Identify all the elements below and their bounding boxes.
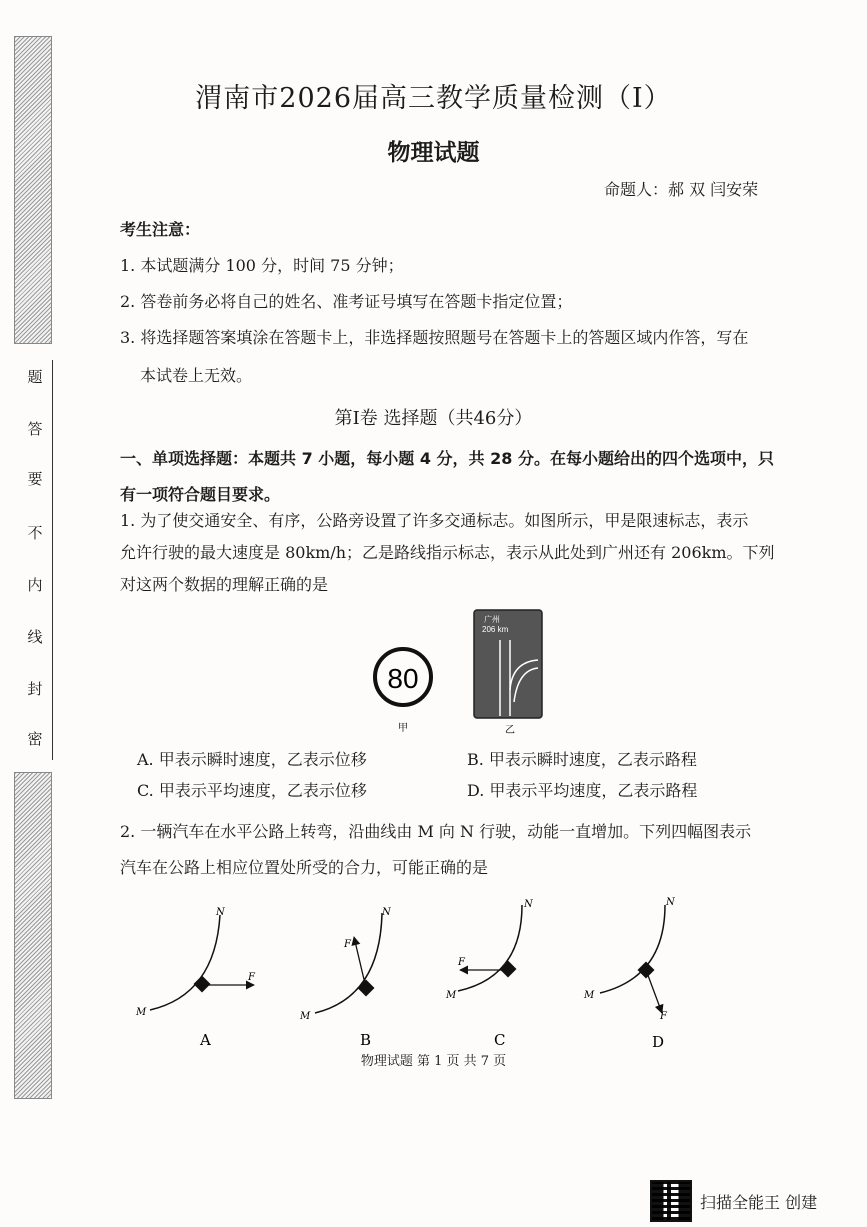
label-m: M [446,990,457,1001]
binding-char: 答 [27,420,43,438]
diagram-label: A [200,1031,211,1049]
q1-option-b[interactable]: B. 甲表示瞬时速度，乙表示路程 [467,750,697,769]
label-m: M [300,1011,311,1022]
q2-stem: 2. 一辆汽车在水平公路上转弯，沿曲线由 M 向 N 行驶，动能一直增加。下列四幅图表示 [120,822,752,841]
label-f: F [660,1011,667,1022]
speed-sign-label: 甲 [398,723,408,734]
authors: 命题人：郝 双 闫安荣 [604,180,759,199]
label-n: N [382,907,391,918]
label-m: M [136,1007,147,1018]
section-heading: 第Ⅰ卷 选择题（共46分） [334,408,533,429]
label-n: N [666,897,675,908]
q1-stem: 对这两个数据的理解正确的是 [120,575,329,594]
binding-char: 要 [27,470,43,488]
q1-figure [360,600,560,740]
qr-code-icon [650,1180,692,1222]
notice-item: 2. 答卷前务必将自己的姓名、准考证号填写在答题卡指定位置； [120,292,573,311]
label-f: F [344,939,351,950]
exam-title: 渭南市2026届高三教学质量检测（Ⅰ） [195,83,672,114]
q2-stem: 汽车在公路上相应位置处所受的合力，可能正确的是 [120,858,489,877]
diagram-label: C [494,1031,506,1049]
label-f: F [458,957,465,968]
label-m: M [584,990,595,1001]
speed-limit-value: 80 [387,663,419,694]
route-sign-label: 乙 [505,725,515,736]
watermark-text: 扫描全能王 创建 [700,1192,818,1212]
notice-item: 本试卷上无效。 [140,366,253,385]
route-sign-city: 广州 [484,615,500,624]
notice-item: 3. 将选择题答案填涂在答题卡上，非选择题按照题号在答题卡上的答题区域内作答，写在 [120,328,749,347]
label-n: N [216,907,225,918]
q2-diagram-c[interactable] [445,899,534,1049]
notice-heading: 考生注意： [120,220,201,239]
scanner-watermark [650,1180,817,1222]
q1-stem: 允许行驶的最大速度是 80km/h；乙是路线指示标志，表示从此处到广州还有 206km。下列 [120,543,775,562]
label-n: N [524,899,533,910]
label-f: F [248,972,255,983]
q1-option-c[interactable]: C. 甲表示平均速度，乙表示位移 [137,781,367,800]
page-footer: 物理试题 第 1 页 共 7 页 [360,1054,507,1069]
q2-diagrams [120,885,720,1055]
q2-diagram-b[interactable] [299,907,392,1049]
binding-char: 封 [27,680,43,698]
binding-char: 题 [27,368,43,386]
diagram-label: D [652,1033,665,1051]
part1-instructions: 一、单项选择题：本题共 7 小题，每小题 4 分，共 28 分。在每小题给出的四个选项中，只 [120,449,774,468]
diagram-label: B [360,1031,372,1049]
exam-subtitle: 物理试题 [387,140,480,166]
binding-char: 内 [27,576,43,594]
part1-instructions: 有一项符合题目要求。 [120,485,281,504]
q2-diagram-d[interactable] [583,897,676,1051]
route-sign-distance: 206 km [482,625,509,634]
q1-stem: 1. 为了使交通安全、有序，公路旁设置了许多交通标志。如图所示，甲是限速标志，表示 [120,511,749,530]
binding-char: 不 [27,524,43,542]
q1-option-d[interactable]: D. 甲表示平均速度，乙表示路程 [467,781,698,800]
q1-option-a[interactable]: A. 甲表示瞬时速度，乙表示位移 [137,750,367,769]
binding-char: 密 [27,730,43,748]
notice-item: 1. 本试题满分 100 分，时间 75 分钟； [120,256,404,275]
binding-char: 线 [27,628,43,646]
q2-diagram-a[interactable] [135,907,256,1049]
